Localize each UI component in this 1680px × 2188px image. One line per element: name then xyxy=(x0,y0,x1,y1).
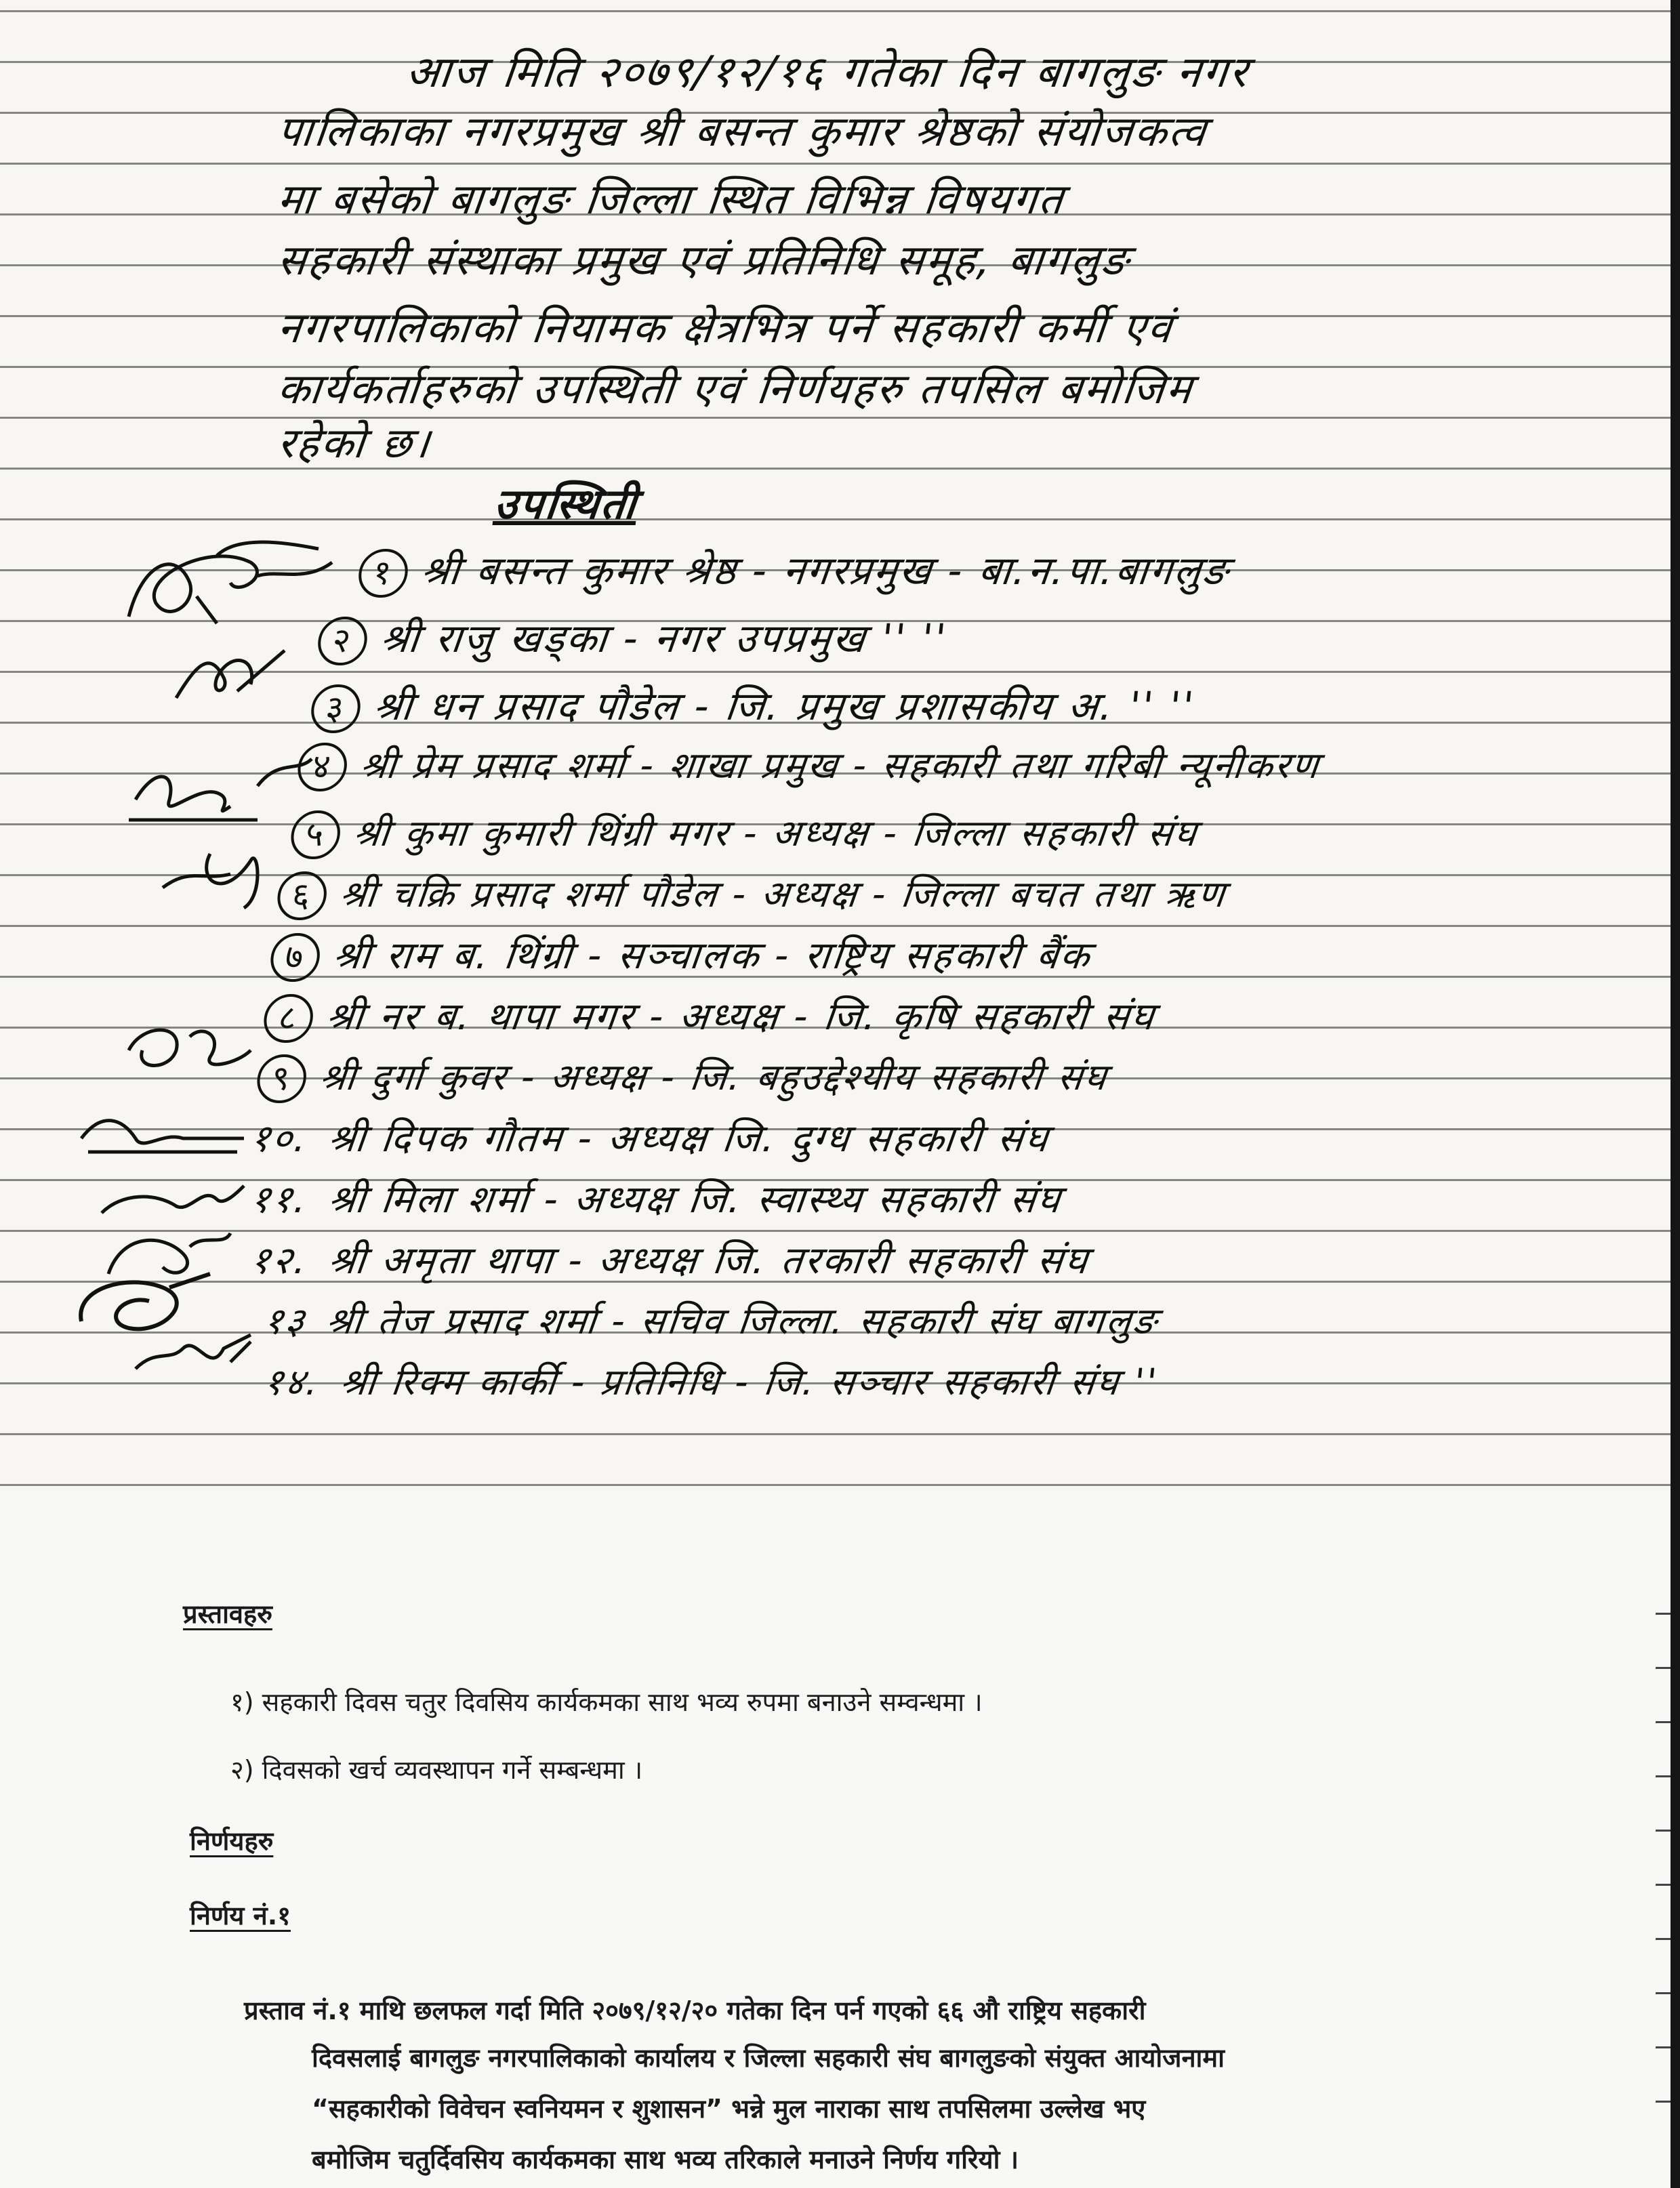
attendee-text: श्री बसन्त कुमार श्रेष्ठ - नगरप्रमुख - बा.न.पा.बागलुङ xyxy=(419,548,1233,594)
intro-line-5: नगरपालिकाको नियामक क्षेत्रभित्र पर्ने सहकारी कर्मी एवं xyxy=(275,303,1176,352)
attendee-number: ७ xyxy=(268,933,323,982)
intro-line-2: पालिकाका नगरप्रमुख श्री बसन्त कुमार श्रेष्ठको संयोजकत्व xyxy=(275,106,1210,156)
attendee-text: श्री प्रेम प्रसाद शर्मा - शाखा प्रमुख - सहकारी तथा गरिबी न्यूनीकरण xyxy=(358,744,1323,787)
attendee-number: २ xyxy=(316,617,370,665)
attendee-number: ४ xyxy=(295,743,350,791)
attendee-text: श्री दुर्गा कुवर - अध्यक्ष - जि. बहुउद्देश्यीय सहकारी संघ xyxy=(317,1056,1111,1098)
margin-tick xyxy=(1656,1775,1671,1777)
attendee-text: श्री चक्रि प्रसाद शर्मा पौडेल - अध्यक्ष - जिल्ला बचत तथा ऋण xyxy=(337,873,1229,915)
margin-tick xyxy=(1656,1992,1671,1994)
intro-line-3: मा बसेको बागलुङ जिल्ला स्थित विभिन्न विषयगत xyxy=(275,174,1068,224)
attendee-text: श्री राजु खड्का - नगर उपप्रमुख '' '' xyxy=(378,615,950,661)
signature-3 xyxy=(122,745,325,833)
signature-6 xyxy=(75,1091,251,1165)
margin-tick xyxy=(1656,2046,1671,2048)
attendee-5 xyxy=(289,806,1201,859)
decision-1-line-1: प्रस्ताव नं.१ माथि छलफल गर्दा मिति २०७९/१२/२० गतेका दिन पर्न गएको ६६ औ राष्ट्रिय सहकारी xyxy=(244,1996,1146,2025)
attendee-12 xyxy=(248,1233,1092,1285)
attendee-text: श्री मिला शर्मा - अध्यक्ष जि. स्वास्थ्य सहकारी संघ xyxy=(326,1178,1065,1222)
attendee-number: १०. xyxy=(248,1117,311,1161)
attendee-text: श्री रिक्म कार्की - प्रतिनिधि - जि. सञ्चार सहकारी संघ '' xyxy=(337,1361,1161,1403)
attendee-2 xyxy=(316,610,951,665)
margin-tick xyxy=(1656,2101,1671,2103)
margin-tick xyxy=(1656,1884,1671,1886)
signature-5 xyxy=(108,1010,264,1084)
decision-1-line-2: दिवसलाई बागलुङ नगरपालिकाको कार्यालय र जिल्ला सहकारी संघ बागलुङको संयुक्त आयोजनामा xyxy=(312,2043,1225,2073)
decision-1-heading: निर्णय नं.१ xyxy=(190,1901,291,1931)
signature-1 xyxy=(115,522,359,644)
attendee-text: श्री नर ब. थापा मगर - अध्यक्ष - जि. कृषि सहकारी संघ xyxy=(324,995,1158,1039)
signature-2 xyxy=(169,637,305,711)
attendee-10 xyxy=(248,1111,1052,1163)
proposal-item-1: १) सहकारी दिवस चतुर दिवसिय कार्यकमका साथ भव्य रुपमा बनाउने सम्वन्धमा । xyxy=(230,1687,983,1717)
attendee-number: १ xyxy=(356,549,411,598)
proposals-heading: प्रस्तावहरु xyxy=(183,1599,272,1629)
attendee-number: १२. xyxy=(248,1239,311,1283)
attendee-number: १४. xyxy=(262,1361,323,1403)
attendee-13 xyxy=(262,1294,1161,1344)
attendee-number: ९ xyxy=(255,1054,309,1103)
attendee-7 xyxy=(268,928,1094,982)
attendee-6 xyxy=(275,867,1229,920)
attendee-1 xyxy=(356,542,1233,598)
attendee-number: ३ xyxy=(309,684,363,733)
attendance-heading: उपस्थिती xyxy=(492,479,640,529)
decisions-heading: निर्णयहरु xyxy=(190,1826,274,1856)
intro-line-6: कार्यकर्ताहरुको उपस्थिती एवं निर्णयहरु तपसिल बमोजिम xyxy=(275,364,1196,413)
attendee-text: श्री धन प्रसाद पौडेल - जि. प्रमुख प्रशासकीय अ. '' '' xyxy=(371,683,1198,729)
attendee-14 xyxy=(262,1355,1161,1405)
decision-1-line-4: बमोजिम चतुर्दिवसिय कार्यकमका साथ भव्य तरिकाले मनाउने निर्णय गरियो । xyxy=(312,2145,1019,2174)
attendee-8 xyxy=(262,989,1159,1043)
intro-line-4: सहकारी संस्थाका प्रमुख एवं प्रतिनिधि समूह, बागलुङ xyxy=(275,235,1133,285)
signature-10 xyxy=(129,1321,264,1396)
attendee-4 xyxy=(295,739,1323,791)
attendee-11 xyxy=(248,1172,1065,1224)
margin-tick xyxy=(1656,1667,1671,1669)
proposal-item-2: २) दिवसको खर्च व्यवस्थापन गर्ने सम्बन्धमा । xyxy=(230,1755,643,1785)
margin-tick xyxy=(1656,1721,1671,1723)
attendee-9 xyxy=(255,1050,1111,1103)
attendee-number: ५ xyxy=(289,810,343,859)
margin-tick xyxy=(1656,1830,1671,1832)
attendee-text: श्री राम ब. थिंग्री - सञ्चालक - राष्ट्रिय सहकारी बैंक xyxy=(331,934,1094,978)
decision-1-line-3: “सहकारीको विवेचन स्वनियमन र शुशासन” भन्ने मुल नाराका साथ तपसिलमा उल्लेख भए xyxy=(312,2094,1146,2124)
scan-edge xyxy=(1671,0,1680,2188)
attendee-text: श्री दिपक गौतम - अध्यक्ष जि. दुग्ध सहकारी संघ xyxy=(326,1117,1052,1161)
attendee-number: ६ xyxy=(275,871,329,920)
attendee-text: श्री कुमा कुमारी थिंग्री मगर - अध्यक्ष - जिल्ला सहकारी संघ xyxy=(351,812,1201,854)
attendee-text: श्री तेज प्रसाद शर्मा - सचिव जिल्ला. सहकारी संघ बागलुङ xyxy=(324,1300,1161,1342)
intro-line-7: रहेको छ। xyxy=(275,418,434,468)
attendee-number: ८ xyxy=(262,994,316,1043)
signature-4 xyxy=(149,840,298,922)
attendee-text: श्री अमृता थापा - अध्यक्ष जि. तरकारी सहकारी संघ xyxy=(326,1239,1092,1283)
margin-tick xyxy=(1656,1938,1671,1940)
attendee-3 xyxy=(309,678,1198,733)
attendee-number: १३ xyxy=(262,1300,309,1342)
margin-tick xyxy=(1656,1613,1671,1615)
attendee-number: ११. xyxy=(248,1178,311,1222)
intro-line-1: आज मिति २०७९/१२/१६ गतेका दिन बागलुङ नगर xyxy=(403,47,1252,98)
